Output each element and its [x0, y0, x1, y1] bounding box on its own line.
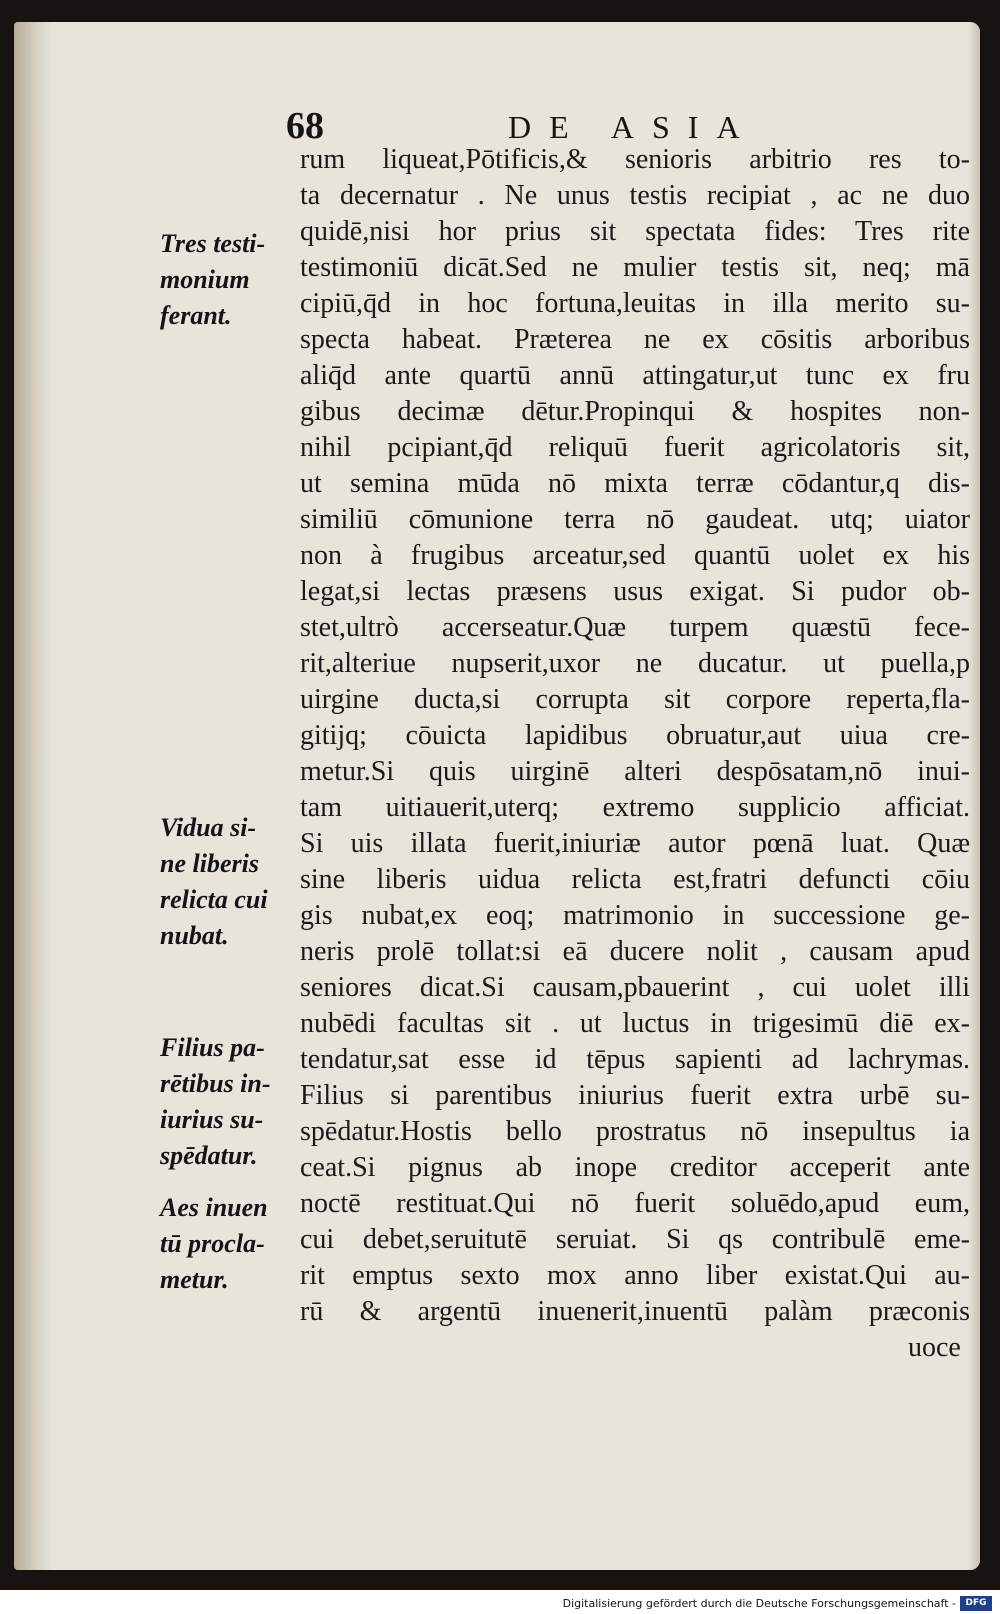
text-line: seniores dicat.Si causam,pbauerint , cui uolet illi	[300, 972, 970, 1003]
page-gutter-shadow	[14, 22, 54, 1570]
text-line: gis nubat,ex eoq; matrimonio in successione ge-	[300, 900, 970, 931]
text-line: nubēdi facultas sit . ut luctus in trigesimū diē ex-	[300, 1008, 970, 1039]
page-number: 68	[286, 105, 324, 147]
text-line: aliq̄d ante quartū annū attingatur,ut tunc ex fru	[300, 360, 970, 391]
margin-note-line: monium	[160, 265, 250, 294]
text-line: metur.Si quis uirginē alteri despōsatam,nō inui-	[300, 756, 970, 787]
margin-note-line: rētibus in-	[160, 1069, 271, 1098]
text-line: quidē,nisi hor prius sit spectata fides: Tres rite	[300, 216, 970, 247]
text-line: rit,alteriue nupserit,uxor ne ducatur. ut puella,p	[300, 648, 970, 679]
text-line: gibus decimæ dētur.Propinqui & hospites non-	[300, 396, 970, 427]
text-line: cipiū,q̄d in hoc fortuna,leuitas in illa merito su-	[300, 288, 970, 319]
margin-note-witnesses	[160, 226, 305, 334]
margin-note-son	[160, 1030, 305, 1174]
margin-note-line: ferant.	[160, 301, 232, 330]
margin-note-line: Vidua si-	[160, 813, 257, 842]
margin-note-line: tū procla-	[160, 1229, 265, 1258]
margin-note-line: spēdatur.	[160, 1141, 258, 1170]
text-line: non à frugibus arceatur,sed quantū uolet ex his	[300, 540, 970, 571]
margin-note-line: nubat.	[160, 921, 229, 950]
text-line: spēdatur.Hostis bello prostratus nō insepultus ia	[300, 1116, 970, 1147]
text-line: Si uis illata fuerit,iniuriæ autor pœnā luat. Quæ	[300, 828, 970, 859]
funding-credit: Digitalisierung gefördert durch die Deutsche Forschungsgemeinschaft -	[562, 1597, 956, 1610]
text-line: legat,si lectas præsens usus exigat. Si pudor ob-	[300, 576, 970, 607]
text-line: nihil pcipiant,q̄d reliquū fuerit agricolatoris sit,	[300, 432, 970, 463]
text-line: similiū cōmunione terra nō gaudeat. utq; uiator	[300, 504, 970, 535]
text-line: rum liqueat,Pōtificis,& senioris arbitrio res to-	[300, 144, 970, 175]
text-line: ceat.Si pignus ab inope creditor acceperit ante	[300, 1152, 970, 1183]
text-line: rū & argentū inuenerit,inuentū palàm præconis	[300, 1296, 970, 1327]
text-line: noctē restituat.Qui nō fuerit soluēdo,apud eum,	[300, 1188, 970, 1219]
text-line: neris prolē tollat:si eā ducere nolit , causam apud	[300, 936, 970, 967]
margin-note-line: ne liberis	[160, 849, 259, 878]
text-line: stet,ultrò accerseatur.Quæ turpem quæstū fece-	[300, 612, 970, 643]
text-line: tam uitiauerit,uterq; extremo supplicio afficiat.	[300, 792, 970, 823]
text-line: Filius si parentibus iniurius fuerit extra urbē su-	[300, 1080, 970, 1111]
margin-note-line: iurius su-	[160, 1105, 264, 1134]
text-line: specta habeat. Præterea ne ex cōsitis arboribus	[300, 324, 970, 355]
catchword: uoce	[908, 1332, 961, 1363]
text-line: ta decernatur . Ne unus testis recipiat , ac ne duo	[300, 180, 970, 211]
margin-note-line: Aes inuen	[160, 1193, 268, 1222]
text-line: rit emptus sexto mox anno liber existat.Qui au-	[300, 1260, 970, 1291]
text-line: sine liberis uidua relicta est,fratri defuncti cōiu	[300, 864, 970, 895]
running-head: DE ASIA	[508, 109, 758, 145]
margin-note-widow	[160, 810, 305, 954]
margin-note-money	[160, 1190, 305, 1298]
text-line: cui debet,seruitutē seruiat. Si qs contribulē eme-	[300, 1224, 970, 1255]
margin-note-line: Filius pa-	[160, 1033, 265, 1062]
margin-note-line: relicta cui	[160, 885, 268, 914]
margin-note-line: metur.	[160, 1265, 229, 1294]
dfg-logo[interactable]: DFG	[960, 1596, 992, 1611]
text-line: ut semina mūda nō mixta terræ cōdantur,q dis-	[300, 468, 970, 499]
text-line: gitijq; cōuicta lapidibus obruatur,aut uiua cre-	[300, 720, 970, 751]
text-line: tendatur,sat esse id tēpus sapienti ad lachrymas.	[300, 1044, 970, 1075]
text-line: testimoniū dicāt.Sed ne mulier testis sit, neq; mā	[300, 252, 970, 283]
margin-note-line: Tres testi-	[160, 229, 266, 258]
text-line: uirgine ducta,si corrupta sit corpore reperta,fla-	[300, 684, 970, 715]
